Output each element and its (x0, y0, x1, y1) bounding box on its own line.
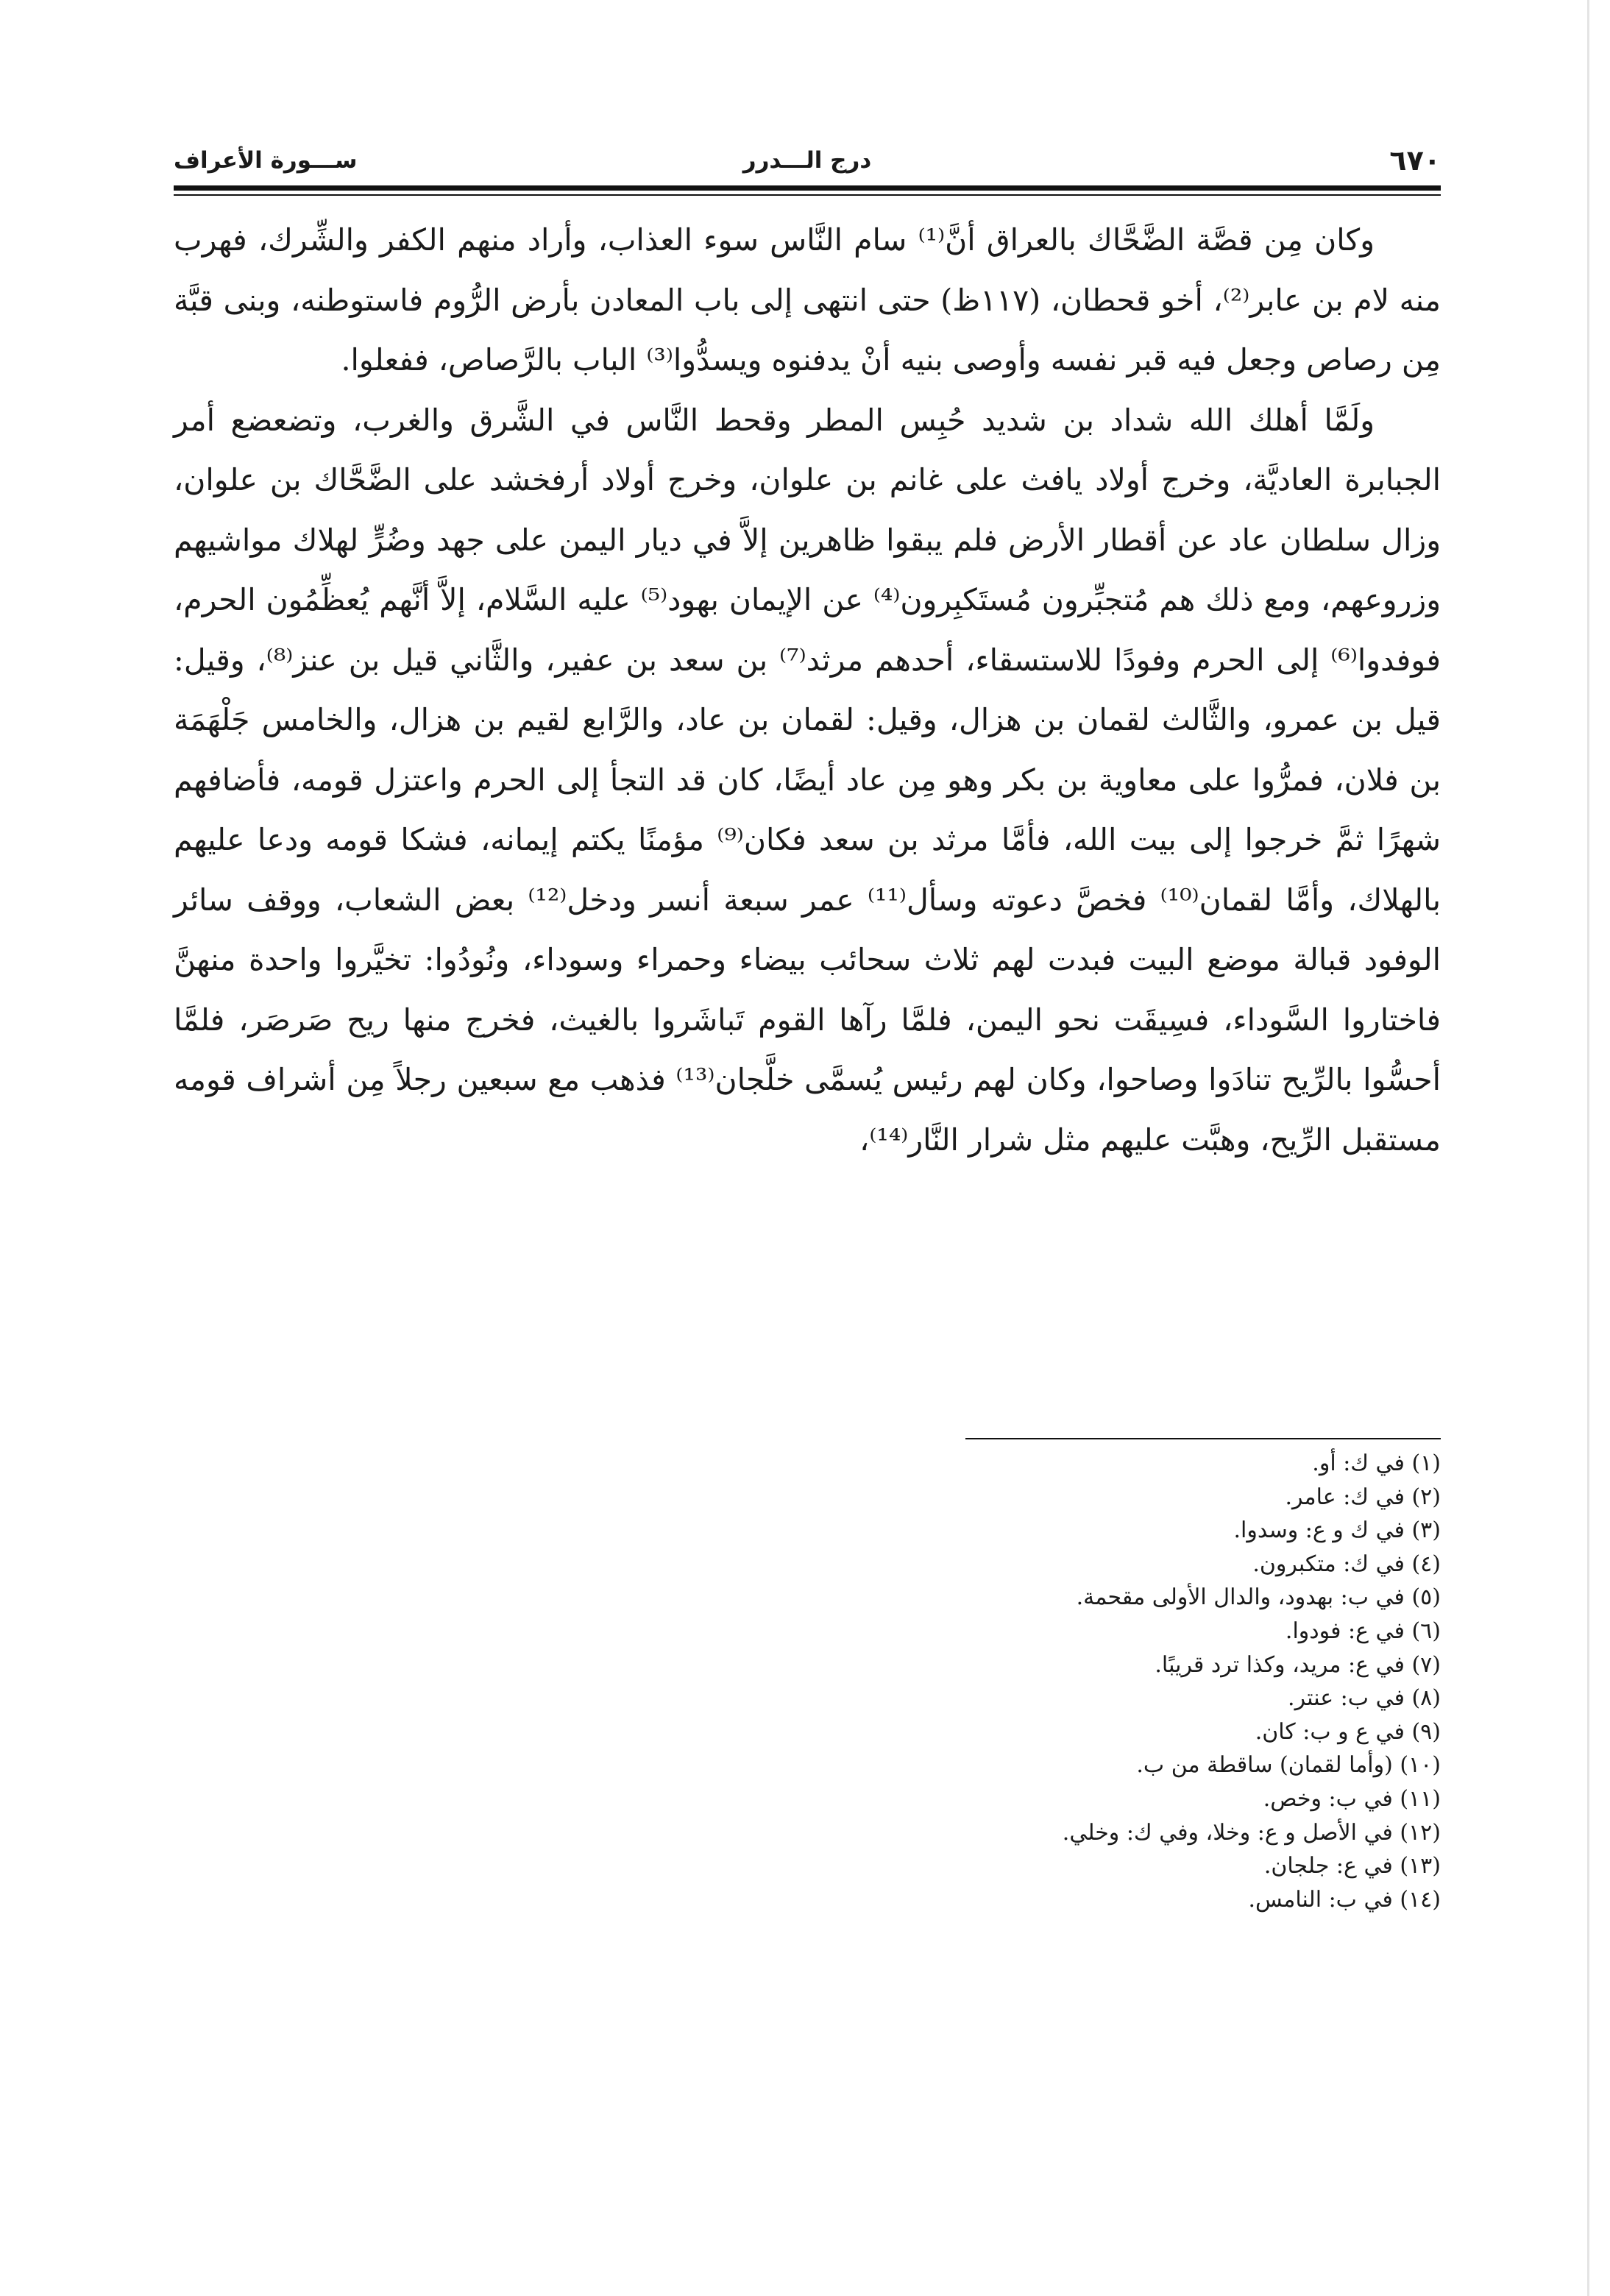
footnote: (٨) في ب: عنتر. (1288, 1685, 1441, 1712)
footnote: (٦) في ع: فودوا. (1285, 1618, 1441, 1644)
paragraph: وكان مِن قصَّة الضَّحَّاك بالعراق أنَّ⁽¹⁾ سام النَّاس سوء العذاب، وأراد منهم الكفر والشِّرك، فهرب منه لام بن عابر⁽²⁾، أخو قحطان، (١١٧ظ) حتى انتهى إلى باب المعادن بأرض الرُّوم فاستوطنه، وبنى قبَّة مِن رصاص وجعل فيه قبر نفسه وأوصى بنيه أنْ يدفنوه ويسدُّوا⁽³⁾ الباب بالرَّصاص، ففعلوا. (174, 222, 1441, 378)
footnote-separator (965, 1438, 1441, 1439)
footnote: (١٢) في الأصل و ع: وخلا، وفي ك: وخلي. (1062, 1819, 1441, 1846)
footnote: (٢) في ك: عامر. (1285, 1484, 1441, 1510)
footnotes-list (662, 1447, 1441, 1916)
header-rule-thin (174, 194, 1441, 196)
footnote: (٥) في ب: بهدود، والدال الأولى مقحمة. (1076, 1584, 1441, 1611)
scan-edge-shadow (1587, 0, 1589, 2296)
main-text (174, 210, 1441, 1170)
surah-name: ســـورة الأعراف (174, 147, 358, 174)
footnote: (٧) في ع: مريد، وكذا ترد قريبًا. (1155, 1651, 1441, 1678)
book-title: درج الـــدرر (742, 147, 872, 174)
footnote: (٩) في ع و ب: كان. (1255, 1718, 1441, 1745)
footnote: (١٠) (وأما لقمان) ساقطة من ب. (1136, 1752, 1441, 1779)
footnote: (٣) في ك و ع: وسدوا. (1233, 1517, 1441, 1544)
paragraph: ولَمَّا أهلك الله شداد بن شديد حُبِس المطر وقحط النَّاس في الشَّرق والغرب، وتضعضع أمر الجبابرة العاديَّة، وخرج أولاد يافث على غانم بن علوان، وخرج أولاد أرفخشد على الضَّحَّاك بن علوان، وزال سلطان عاد عن أقطار الأرض فلم يبقوا ظاهرين إلاَّ في ديار اليمن على جهد وضُرٍّ لهلاك مواشيهم وزروعهم، ومع ذلك هم مُتجبِّرون مُستَكبِرون⁽⁴⁾ عن الإيمان بهود⁽⁵⁾ عليه السَّلام، إلاَّ أنَّهم يُعظِّمُون الحرم، فوفدوا⁽⁶⁾ إلى الحرم وفودًا للاستسقاء، أحدهم مرثد⁽⁷⁾ بن سعد بن عفير، والثَّاني قيل بن عنز⁽⁸⁾، وقيل: قيل بن عمرو، والثَّالث لقمان بن هزال، وقيل: لقمان بن عاد، والرَّابع لقيم بن هزال، والخامس جَلْهَمَة بن فلان، فمرُّوا على معاوية بن بكر وهو مِن عاد أيضًا، كان قد التجأ إلى الحرم واعتزل قومه، فأضافهم شهرًا ثمَّ خرجوا إلى بيت الله، فأمَّا مرثد بن سعد فكان⁽⁹⁾ مؤمنًا يكتم إيمانه، فشكا قومه ودعا عليهم بالهلاك، وأمَّا لقمان⁽¹⁰⁾ فخصَّ دعوته وسأل⁽¹¹⁾ عمر سبعة أنسر ودخل⁽¹²⁾ بعض الشعاب، ووقف سائر الوفود قبالة موضع البيت فبدت لهم ثلاث سحائب بيضاء وحمراء وسوداء، ونُودُوا: تخيَّروا واحدة منهنَّ فاختاروا السَّوداء، فسِيقَت نحو اليمن، فلمَّا رآها القوم تَباشَروا بالغيث، فخرج منها ريح صَرصَر، فلمَّا أحسُّوا بالرِّيح تنادَوا وصاحوا، وكان لهم رئيس يُسمَّى خلَّجان⁽¹³⁾ فذهب مع سبعين رجلاً مِن أشراف قومه مستقبل الرِّيح، وهبَّت عليهم مثل شرار النَّار⁽¹⁴⁾، (174, 402, 1441, 1158)
footnote: (١٤) في ب: النامس. (1248, 1886, 1441, 1913)
footnote: (٤) في ك: متكبرون. (1252, 1551, 1441, 1577)
footnote: (١) في ك: أو. (1312, 1450, 1441, 1476)
page-number: ٦٧٠ (1389, 144, 1441, 177)
footnote: (١٣) في ع: جلجان. (1263, 1853, 1441, 1879)
page-header (174, 141, 1441, 183)
footnote: (١١) في ب: وخص. (1263, 1785, 1441, 1812)
header-rule-thick (174, 185, 1441, 191)
